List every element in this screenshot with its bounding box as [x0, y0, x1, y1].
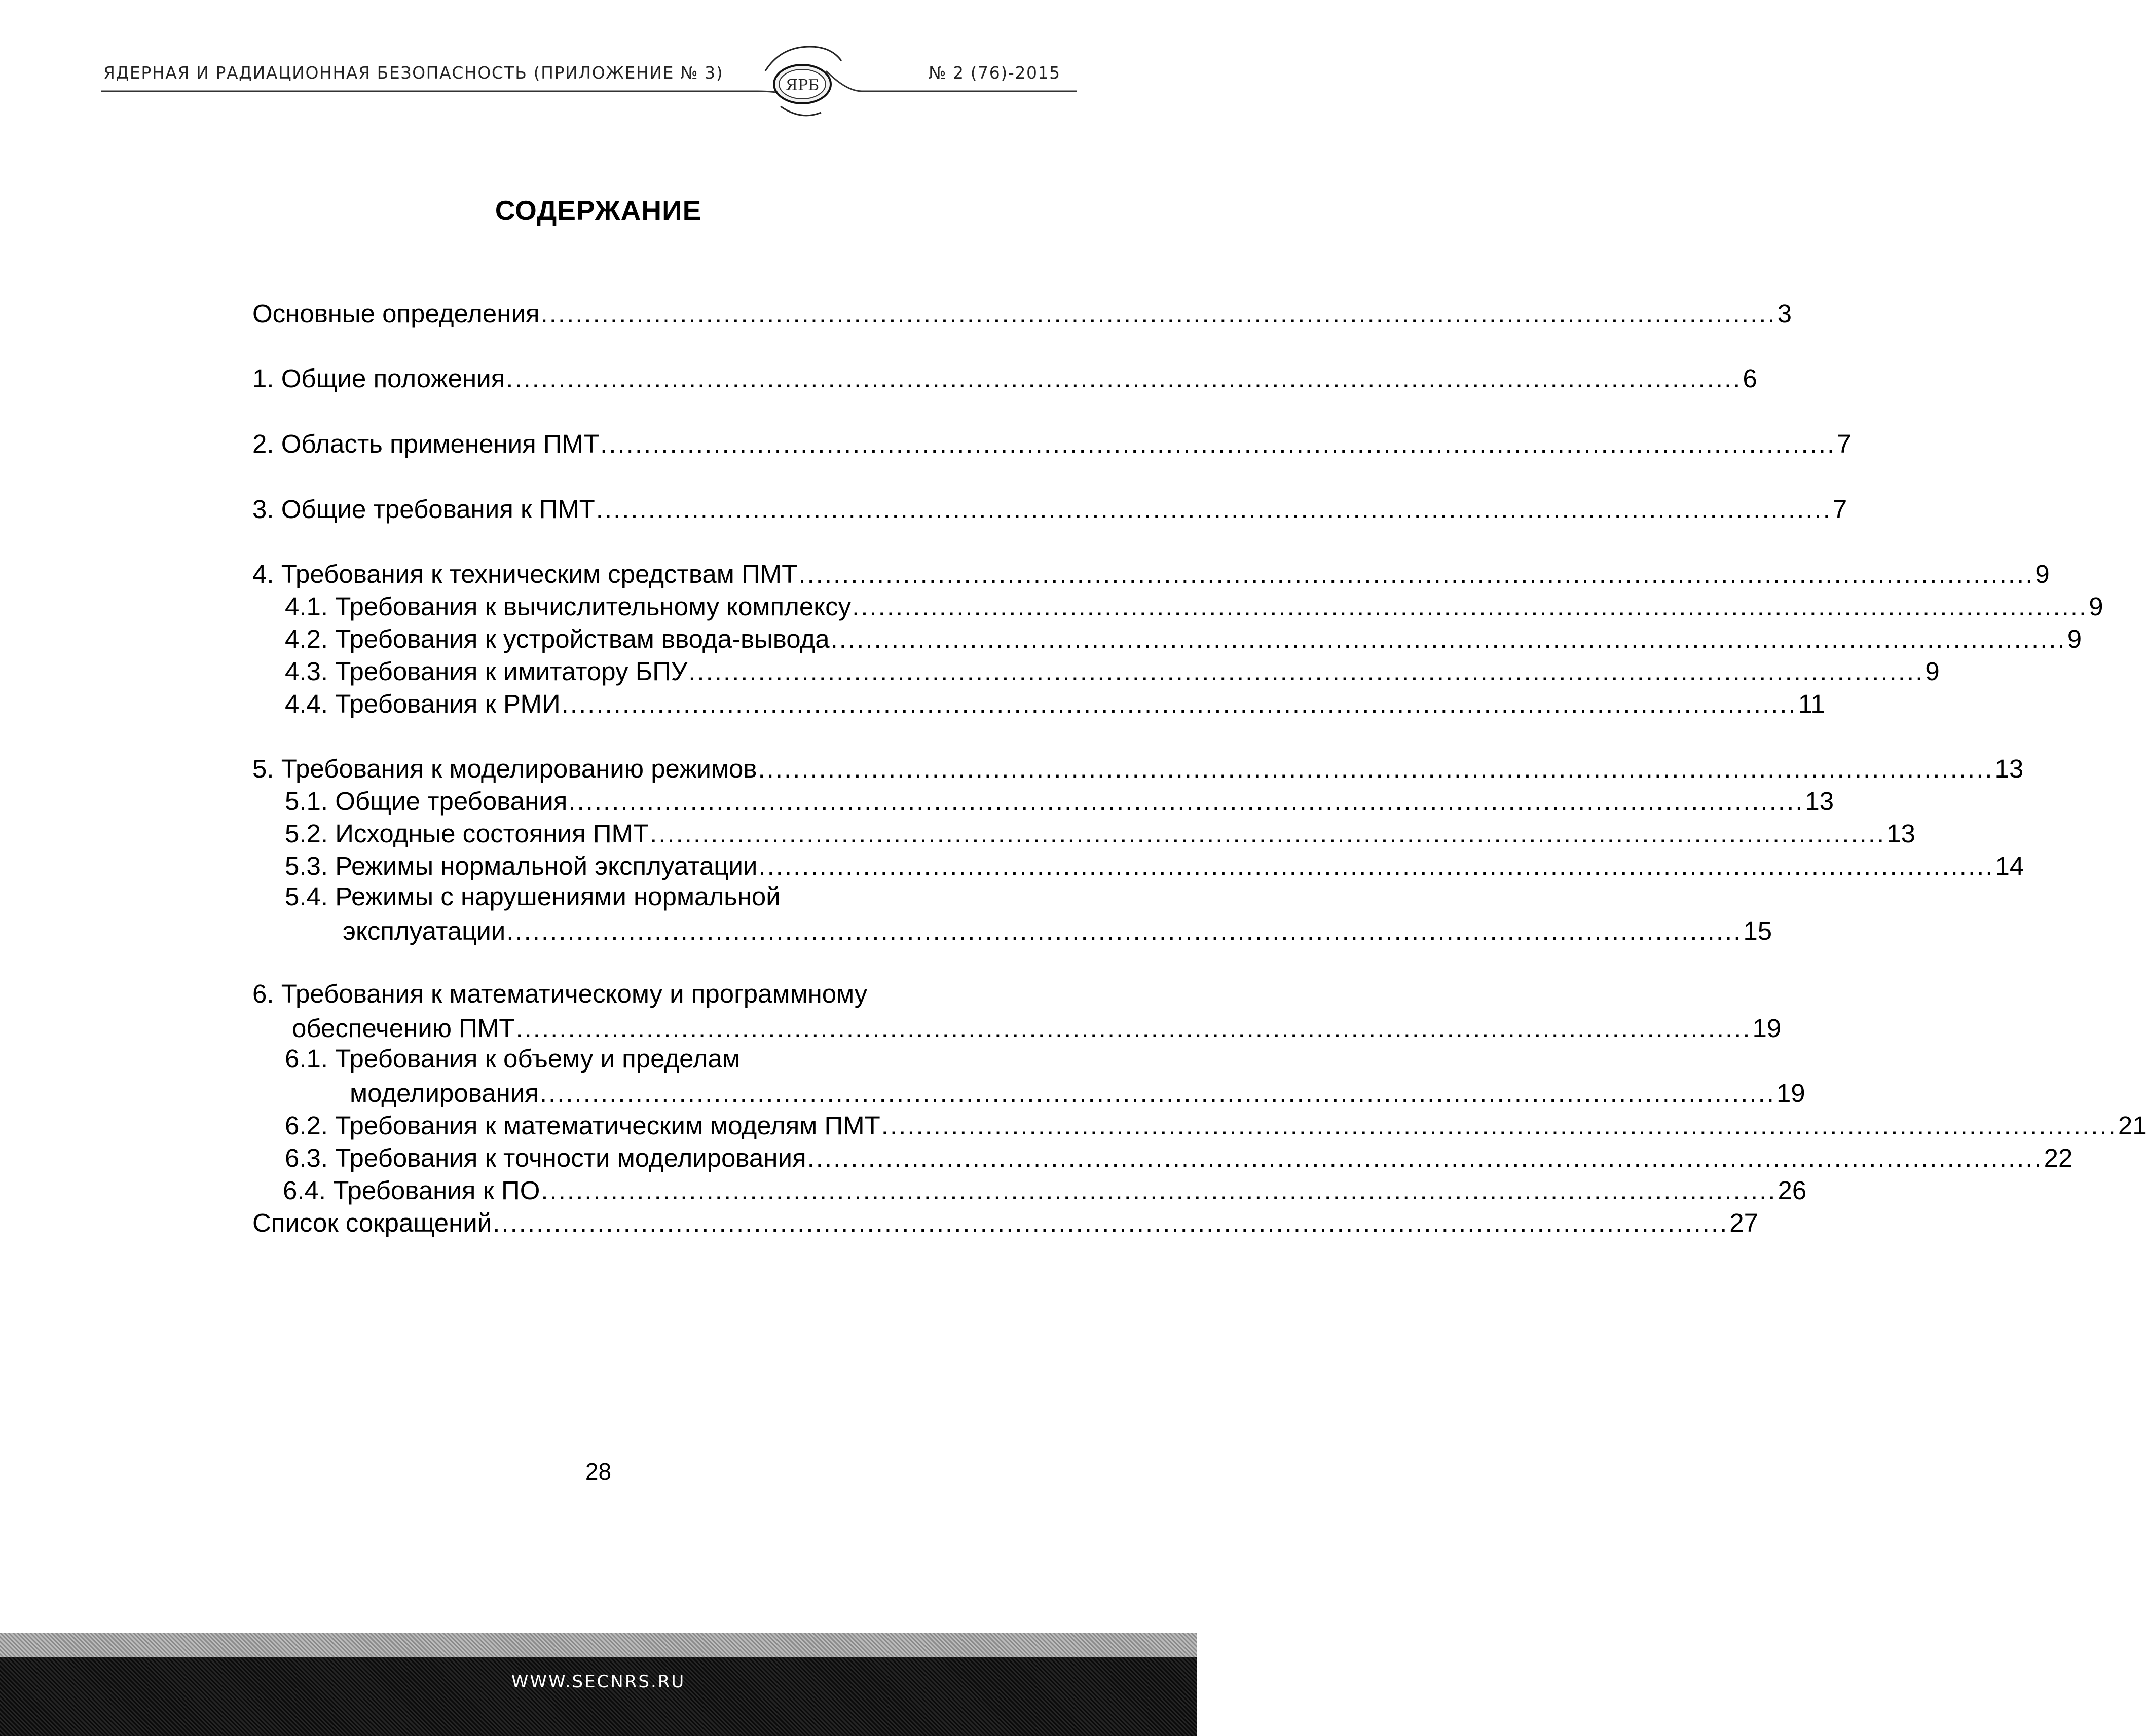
dot-leader: ..............................................................................................................................................	[600, 429, 1836, 458]
dot-leader: ..............................................................................................................................................	[596, 495, 1832, 524]
dot-leader: ..............................................................................................................................................	[881, 1111, 2117, 1140]
toc-entry	[252, 427, 1852, 459]
toc-entry-label: обеспечению ПМТ	[292, 1014, 515, 1043]
toc-subentry	[285, 1109, 2147, 1141]
toc-entry-page: 27	[1729, 1208, 1759, 1237]
toc-entry-label: 5. Требования к моделированию режимов	[252, 754, 757, 783]
dot-leader: ..............................................................................................................................................	[758, 754, 1994, 783]
dot-leader: ..............................................................................................................................................	[807, 1143, 2043, 1172]
dot-leader: ..............................................................................................................................................	[540, 299, 1776, 328]
toc-subentry	[343, 914, 1772, 946]
toc-entry	[252, 557, 2050, 589]
dot-leader: ..............................................................................................................................................	[650, 819, 1886, 848]
dot-leader: ..............................................................................................................................................	[830, 624, 2066, 653]
toc-subentry	[285, 817, 1915, 849]
dot-leader: ..............................................................................................................................................	[493, 1208, 1729, 1237]
toc-entry	[252, 297, 1792, 329]
dot-leader: ..............................................................................................................................................	[688, 657, 1924, 686]
toc-entry-label-line1: 6. Требования к математическому и программному	[252, 979, 868, 1008]
dot-leader: ..............................................................................................................................................	[561, 689, 1797, 718]
toc-entry-page: 26	[1778, 1176, 1807, 1205]
toc-entry	[252, 752, 2024, 784]
toc-entry-label-line1: 6.1. Требования к объему и пределам	[285, 1044, 740, 1073]
toc-entry	[252, 1206, 1759, 1238]
toc-entry-page: 22	[2044, 1143, 2073, 1172]
dot-leader: ..............................................................................................................................................	[758, 852, 1994, 880]
dot-leader: ..............................................................................................................................................	[539, 1079, 1775, 1107]
toc-entry	[252, 361, 1757, 394]
page-title: СОДЕРЖАНИЕ	[495, 195, 702, 226]
issue-number: № 2 (76)-2015	[929, 63, 1061, 83]
toc-entry-label: 2. Область применения ПМТ	[252, 429, 600, 458]
toc-entry-page: 7	[1832, 495, 1847, 524]
toc-entry-page: 9	[2067, 624, 2082, 653]
toc-entry-page: 9	[1925, 657, 1940, 686]
dot-leader: ..............................................................................................................................................	[506, 364, 1742, 393]
running-header	[0, 0, 1197, 132]
dot-leader: ..............................................................................................................................................	[798, 560, 2034, 588]
toc-entry-label: 4.3. Требования к имитатору БПУ	[285, 657, 688, 686]
toc-subentry	[285, 654, 1940, 687]
toc-entry-label: 6.4. Требования к ПО	[283, 1176, 540, 1205]
toc-subentry	[285, 784, 1834, 817]
journal-title: ЯДЕРНАЯ И РАДИАЦИОННАЯ БЕЗОПАСНОСТЬ (ПРИЛОЖЕНИЕ № 3)	[103, 63, 724, 83]
toc-entry-label-line1: 5.4. Режимы с нарушениями нормальной	[285, 882, 781, 911]
toc-subentry	[285, 849, 2024, 881]
toc-entry-page: 6	[1743, 364, 1757, 393]
toc-entry-label: 6.3. Требования к точности моделирования	[285, 1143, 806, 1172]
toc-entry-label: 5.2. Исходные состояния ПМТ	[285, 819, 649, 848]
dot-leader: ..............................................................................................................................................	[506, 916, 1743, 945]
toc-entry	[292, 1011, 1782, 1044]
toc-entry-label: эксплуатации	[343, 916, 506, 945]
toc-subentry	[285, 622, 2082, 654]
toc-entry-page: 3	[1777, 299, 1792, 328]
dot-leader: ..............................................................................................................................................	[541, 1176, 1777, 1205]
toc-entry-label: 5.1. Общие требования	[285, 787, 568, 816]
toc-entry-page: 13	[1994, 754, 2024, 783]
toc-entry-page: 11	[1798, 689, 1825, 718]
page-number: 28	[585, 1458, 612, 1485]
toc-subentry	[285, 1141, 2073, 1173]
toc-entry-page: 14	[1995, 852, 2024, 880]
toc-entry	[252, 492, 1847, 525]
toc-entry-page: 9	[2035, 560, 2050, 588]
footer-website: WWW.SECNRS.RU	[511, 1672, 686, 1692]
toc-subentry	[350, 1076, 1805, 1109]
toc-entry-page: 7	[1837, 429, 1852, 458]
toc-entry-label: 3. Общие требования к ПМТ	[252, 495, 595, 524]
footer-bar	[0, 1657, 1197, 1736]
toc-entry-label: 4.4. Требования к РМИ	[285, 689, 561, 718]
toc-subentry	[285, 589, 2103, 622]
toc-subentry	[285, 687, 1825, 719]
toc-entry-page: 19	[1776, 1079, 1805, 1107]
dot-leader: ..............................................................................................................................................	[852, 592, 2088, 621]
toc-entry-label: 6.2. Требования к математическим моделям ПМТ	[285, 1111, 880, 1140]
toc-entry-label: 4.1. Требования к вычислительному комплексу	[285, 592, 852, 621]
toc-entry-page: 19	[1752, 1014, 1782, 1043]
toc-entry-page: 15	[1743, 916, 1772, 945]
footer-pattern	[0, 1633, 1197, 1657]
toc-entry-label: 5.3. Режимы нормальной эксплуатации	[285, 852, 758, 880]
toc-entry-page: 13	[1805, 787, 1834, 816]
toc-entry-page: 9	[2089, 592, 2103, 621]
toc-entry-label: Список сокращений	[252, 1208, 492, 1237]
toc-entry-label: 4. Требования к техническим средствам ПМТ	[252, 560, 798, 588]
logo-text: ЯРБ	[785, 77, 820, 94]
toc-entry-page: 21	[2118, 1111, 2147, 1140]
dot-leader: ..............................................................................................................................................	[515, 1014, 1752, 1043]
toc-entry-label: Основные определения	[252, 299, 540, 328]
toc-entry-label: 4.2. Требования к устройствам ввода-вывода	[285, 624, 830, 653]
footer-band	[0, 1633, 1197, 1736]
toc-entry-label: 1. Общие положения	[252, 364, 505, 393]
toc-entry-label: моделирования	[350, 1079, 539, 1107]
toc-entry-page: 13	[1886, 819, 1915, 848]
toc-subentry	[283, 1173, 1807, 1206]
dot-leader: ..............................................................................................................................................	[568, 787, 1804, 816]
